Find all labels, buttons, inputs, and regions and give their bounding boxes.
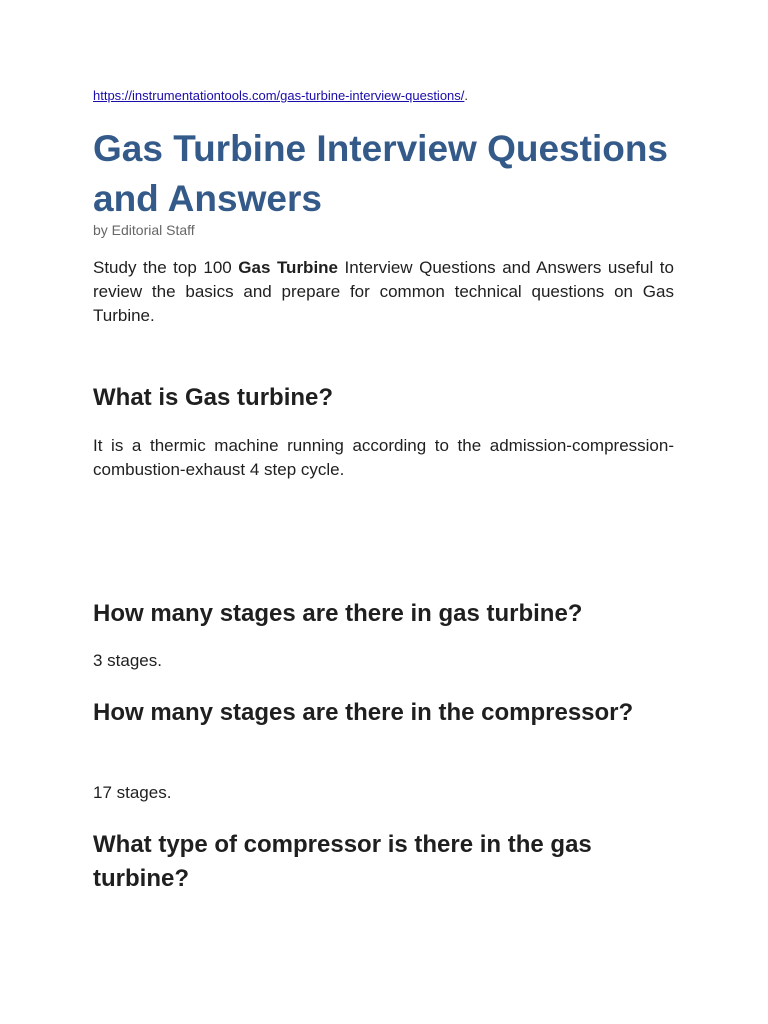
- intro-paragraph: [93, 256, 674, 328]
- answer-text: 17 stages.: [93, 783, 172, 802]
- question-heading: What is Gas turbine?: [93, 384, 334, 411]
- answer-text: It is a thermic machine running according to the admission-compression-combustion-exhaust 4 step cycle.: [93, 436, 674, 479]
- question-heading: How many stages are there in gas turbine?: [93, 600, 583, 627]
- article-title: Gas Turbine Interview Questions and Answers: [93, 128, 668, 219]
- source-link[interactable]: https://instrumentationtools.com/gas-turbine-interview-questions/: [93, 88, 465, 103]
- source-line: [93, 87, 468, 105]
- source-trailing-dot: .: [464, 88, 469, 103]
- question-heading: How many stages are there in the compressor?: [93, 699, 634, 726]
- byline: by Editorial Staff: [93, 222, 195, 238]
- answer-text: 3 stages.: [93, 651, 162, 670]
- intro-text-before: Study the top 100: [93, 258, 239, 277]
- intro-bold-term: Gas Turbine: [238, 258, 339, 277]
- question-heading: What type of compressor is there in the gas turbine?: [93, 831, 592, 892]
- intro-text-after: Interview Questions and Answers useful to review the basics and prepare for common technical questions on Gas Turbine.: [93, 258, 674, 325]
